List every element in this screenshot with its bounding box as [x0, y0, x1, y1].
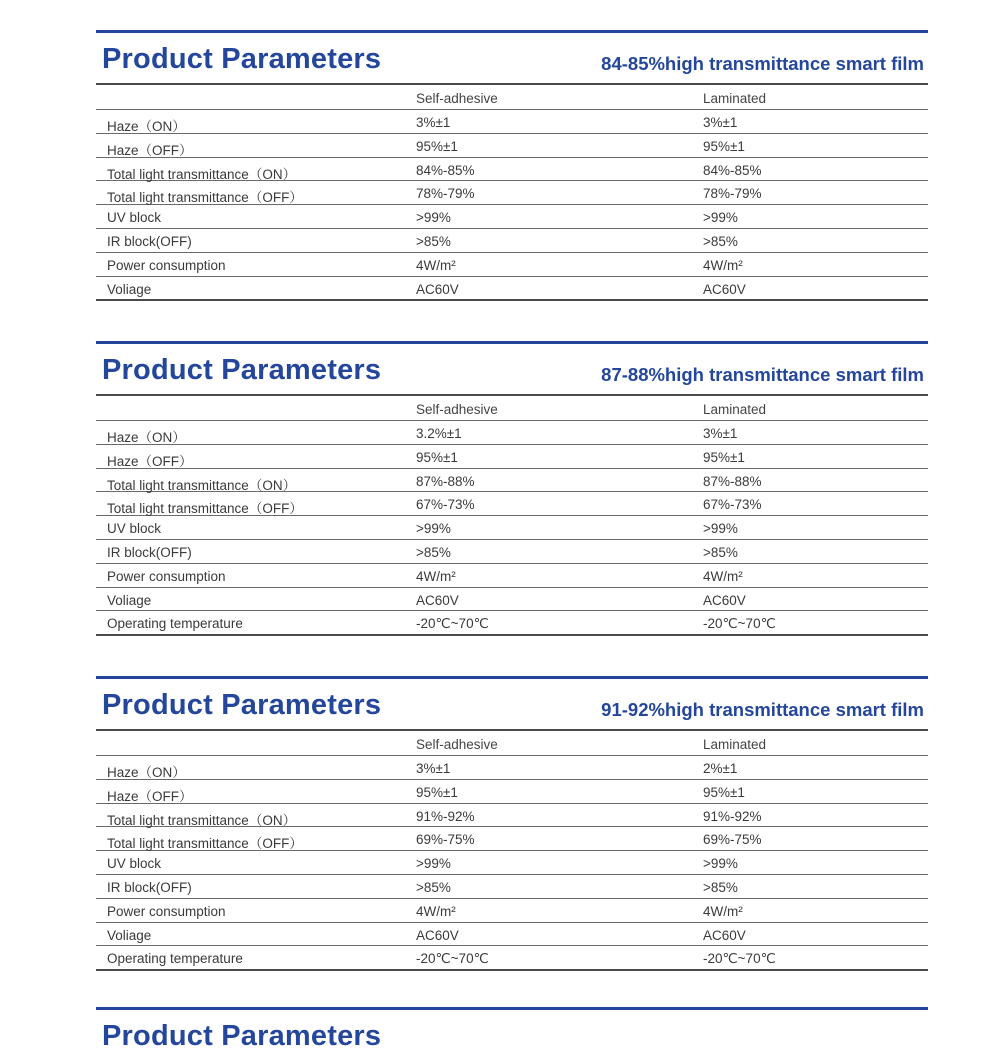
table-row	[96, 923, 928, 947]
row-label: Haze（OFF）	[107, 788, 193, 804]
section-header	[96, 33, 928, 83]
row-label: Total light transmittance（ON）	[107, 477, 297, 493]
laminated-value: AC60V	[703, 281, 746, 297]
table-row	[96, 780, 928, 804]
laminated-value: 95%±1	[703, 138, 745, 154]
table-row	[96, 469, 928, 493]
column-header-self-adhesive: Self-adhesive	[416, 91, 498, 106]
self-adhesive-value: 4W/m²	[416, 257, 456, 273]
self-adhesive-value: AC60V	[416, 592, 459, 608]
column-header-laminated: Laminated	[703, 402, 767, 417]
table-body	[96, 110, 928, 301]
laminated-value: AC60V	[703, 592, 746, 608]
self-adhesive-value: 95%±1	[416, 784, 458, 800]
row-label: Power consumption	[107, 257, 226, 273]
section-title: Product Parameters	[102, 354, 382, 386]
laminated-value: >99%	[703, 856, 738, 872]
laminated-value: 67%-73%	[703, 497, 762, 513]
self-adhesive-value: >99%	[416, 521, 451, 537]
table-row	[96, 946, 928, 971]
laminated-value: 84%-85%	[703, 162, 762, 178]
self-adhesive-value: 67%-73%	[416, 497, 475, 513]
self-adhesive-value: 87%-88%	[416, 473, 475, 489]
row-label: UV block	[107, 521, 162, 537]
table-row	[96, 804, 928, 828]
table-row	[96, 205, 928, 229]
self-adhesive-value: >85%	[416, 233, 451, 249]
row-label: IR block(OFF)	[107, 879, 192, 895]
table-row	[96, 516, 928, 540]
laminated-value: 4W/m²	[703, 903, 743, 919]
laminated-value: >85%	[703, 879, 738, 895]
spec-section-partial	[96, 1007, 928, 1060]
row-label: Haze（ON）	[107, 765, 186, 780]
laminated-value: -20℃~70℃	[703, 616, 776, 632]
row-label: Total light transmittance（OFF）	[107, 836, 303, 852]
spec-section	[96, 30, 928, 301]
row-label: IR block(OFF)	[107, 544, 192, 560]
laminated-value: >99%	[703, 210, 738, 226]
table-row	[96, 492, 928, 516]
laminated-value: 4W/m²	[703, 257, 743, 273]
table-row	[96, 181, 928, 205]
table-row	[96, 158, 928, 182]
table-row	[96, 540, 928, 564]
column-header-row	[96, 85, 928, 110]
self-adhesive-value: 95%±1	[416, 449, 458, 465]
self-adhesive-value: 4W/m²	[416, 903, 456, 919]
self-adhesive-value: 95%±1	[416, 138, 458, 154]
column-header-laminated: Laminated	[703, 737, 767, 752]
row-label: Haze（OFF）	[107, 142, 193, 158]
self-adhesive-value: >99%	[416, 856, 451, 872]
self-adhesive-value: >85%	[416, 879, 451, 895]
column-header-row	[96, 396, 928, 421]
laminated-value: 78%-79%	[703, 186, 762, 202]
table-row	[96, 875, 928, 899]
row-label: Haze（ON）	[107, 119, 186, 134]
section-title: Product Parameters	[102, 1020, 382, 1052]
laminated-value: 95%±1	[703, 784, 745, 800]
self-adhesive-value: -20℃~70℃	[416, 616, 489, 632]
table-row	[96, 564, 928, 588]
table-row	[96, 611, 928, 636]
section-subtitle: 84-85%high transmittance smart film	[601, 53, 924, 74]
self-adhesive-value: 69%-75%	[416, 832, 475, 848]
laminated-value: 69%-75%	[703, 832, 762, 848]
section-subtitle: 91-92%high transmittance smart film	[601, 699, 924, 720]
row-label: Total light transmittance（OFF）	[107, 501, 303, 517]
self-adhesive-value: 84%-85%	[416, 162, 475, 178]
row-label: Power consumption	[107, 568, 226, 584]
self-adhesive-value: AC60V	[416, 927, 459, 943]
table-body	[96, 756, 928, 971]
table-row	[96, 134, 928, 158]
self-adhesive-value: 3%±1	[416, 761, 451, 776]
row-label: Total light transmittance（ON）	[107, 812, 297, 828]
laminated-value: 95%±1	[703, 449, 745, 465]
self-adhesive-value: 4W/m²	[416, 568, 456, 584]
table-row	[96, 851, 928, 875]
self-adhesive-value: 3%±1	[416, 115, 451, 130]
table-row	[96, 421, 928, 445]
self-adhesive-value: 78%-79%	[416, 186, 475, 202]
self-adhesive-value: >85%	[416, 544, 451, 560]
table-row	[96, 588, 928, 612]
laminated-value: 2%±1	[703, 761, 738, 776]
row-label: UV block	[107, 210, 162, 226]
row-label: Voliage	[107, 592, 152, 608]
column-header-self-adhesive: Self-adhesive	[416, 737, 498, 752]
self-adhesive-value: >99%	[416, 210, 451, 226]
laminated-value: AC60V	[703, 927, 746, 943]
laminated-value: >99%	[703, 521, 738, 537]
laminated-value: 91%-92%	[703, 808, 762, 824]
row-label: UV block	[107, 856, 162, 872]
section-title: Product Parameters	[102, 689, 382, 721]
laminated-value: 3%±1	[703, 115, 738, 130]
table-row	[96, 229, 928, 253]
laminated-value: 4W/m²	[703, 568, 743, 584]
table-row	[96, 277, 928, 302]
table-row	[96, 110, 928, 134]
self-adhesive-value: 3.2%±1	[416, 426, 462, 441]
spec-section	[96, 676, 928, 971]
self-adhesive-value: -20℃~70℃	[416, 951, 489, 967]
row-label: IR block(OFF)	[107, 233, 192, 249]
row-label: Voliage	[107, 281, 152, 297]
table-row	[96, 253, 928, 277]
row-label: Voliage	[107, 927, 152, 943]
table-row	[96, 445, 928, 469]
laminated-value: >85%	[703, 544, 738, 560]
row-label: Power consumption	[107, 903, 226, 919]
section-title: Product Parameters	[102, 43, 382, 75]
table-row	[96, 756, 928, 780]
row-label: Operating temperature	[107, 616, 243, 632]
table-row	[96, 899, 928, 923]
row-label: Total light transmittance（OFF）	[107, 190, 303, 206]
laminated-value: >85%	[703, 233, 738, 249]
self-adhesive-value: AC60V	[416, 281, 459, 297]
laminated-value: 3%±1	[703, 426, 738, 441]
self-adhesive-value: 91%-92%	[416, 808, 475, 824]
row-label: Haze（ON）	[107, 430, 186, 445]
section-header	[96, 344, 928, 394]
column-header-row	[96, 731, 928, 756]
row-label: Operating temperature	[107, 951, 243, 967]
column-header-laminated: Laminated	[703, 91, 767, 106]
table-body	[96, 421, 928, 636]
table-row	[96, 827, 928, 851]
laminated-value: 87%-88%	[703, 473, 762, 489]
laminated-value: -20℃~70℃	[703, 951, 776, 967]
row-label: Haze（OFF）	[107, 453, 193, 469]
section-header	[96, 1010, 928, 1060]
section-header	[96, 679, 928, 729]
section-subtitle: 87-88%high transmittance smart film	[601, 364, 924, 385]
column-header-self-adhesive: Self-adhesive	[416, 402, 498, 417]
spec-section	[96, 341, 928, 636]
row-label: Total light transmittance（ON）	[107, 166, 297, 182]
